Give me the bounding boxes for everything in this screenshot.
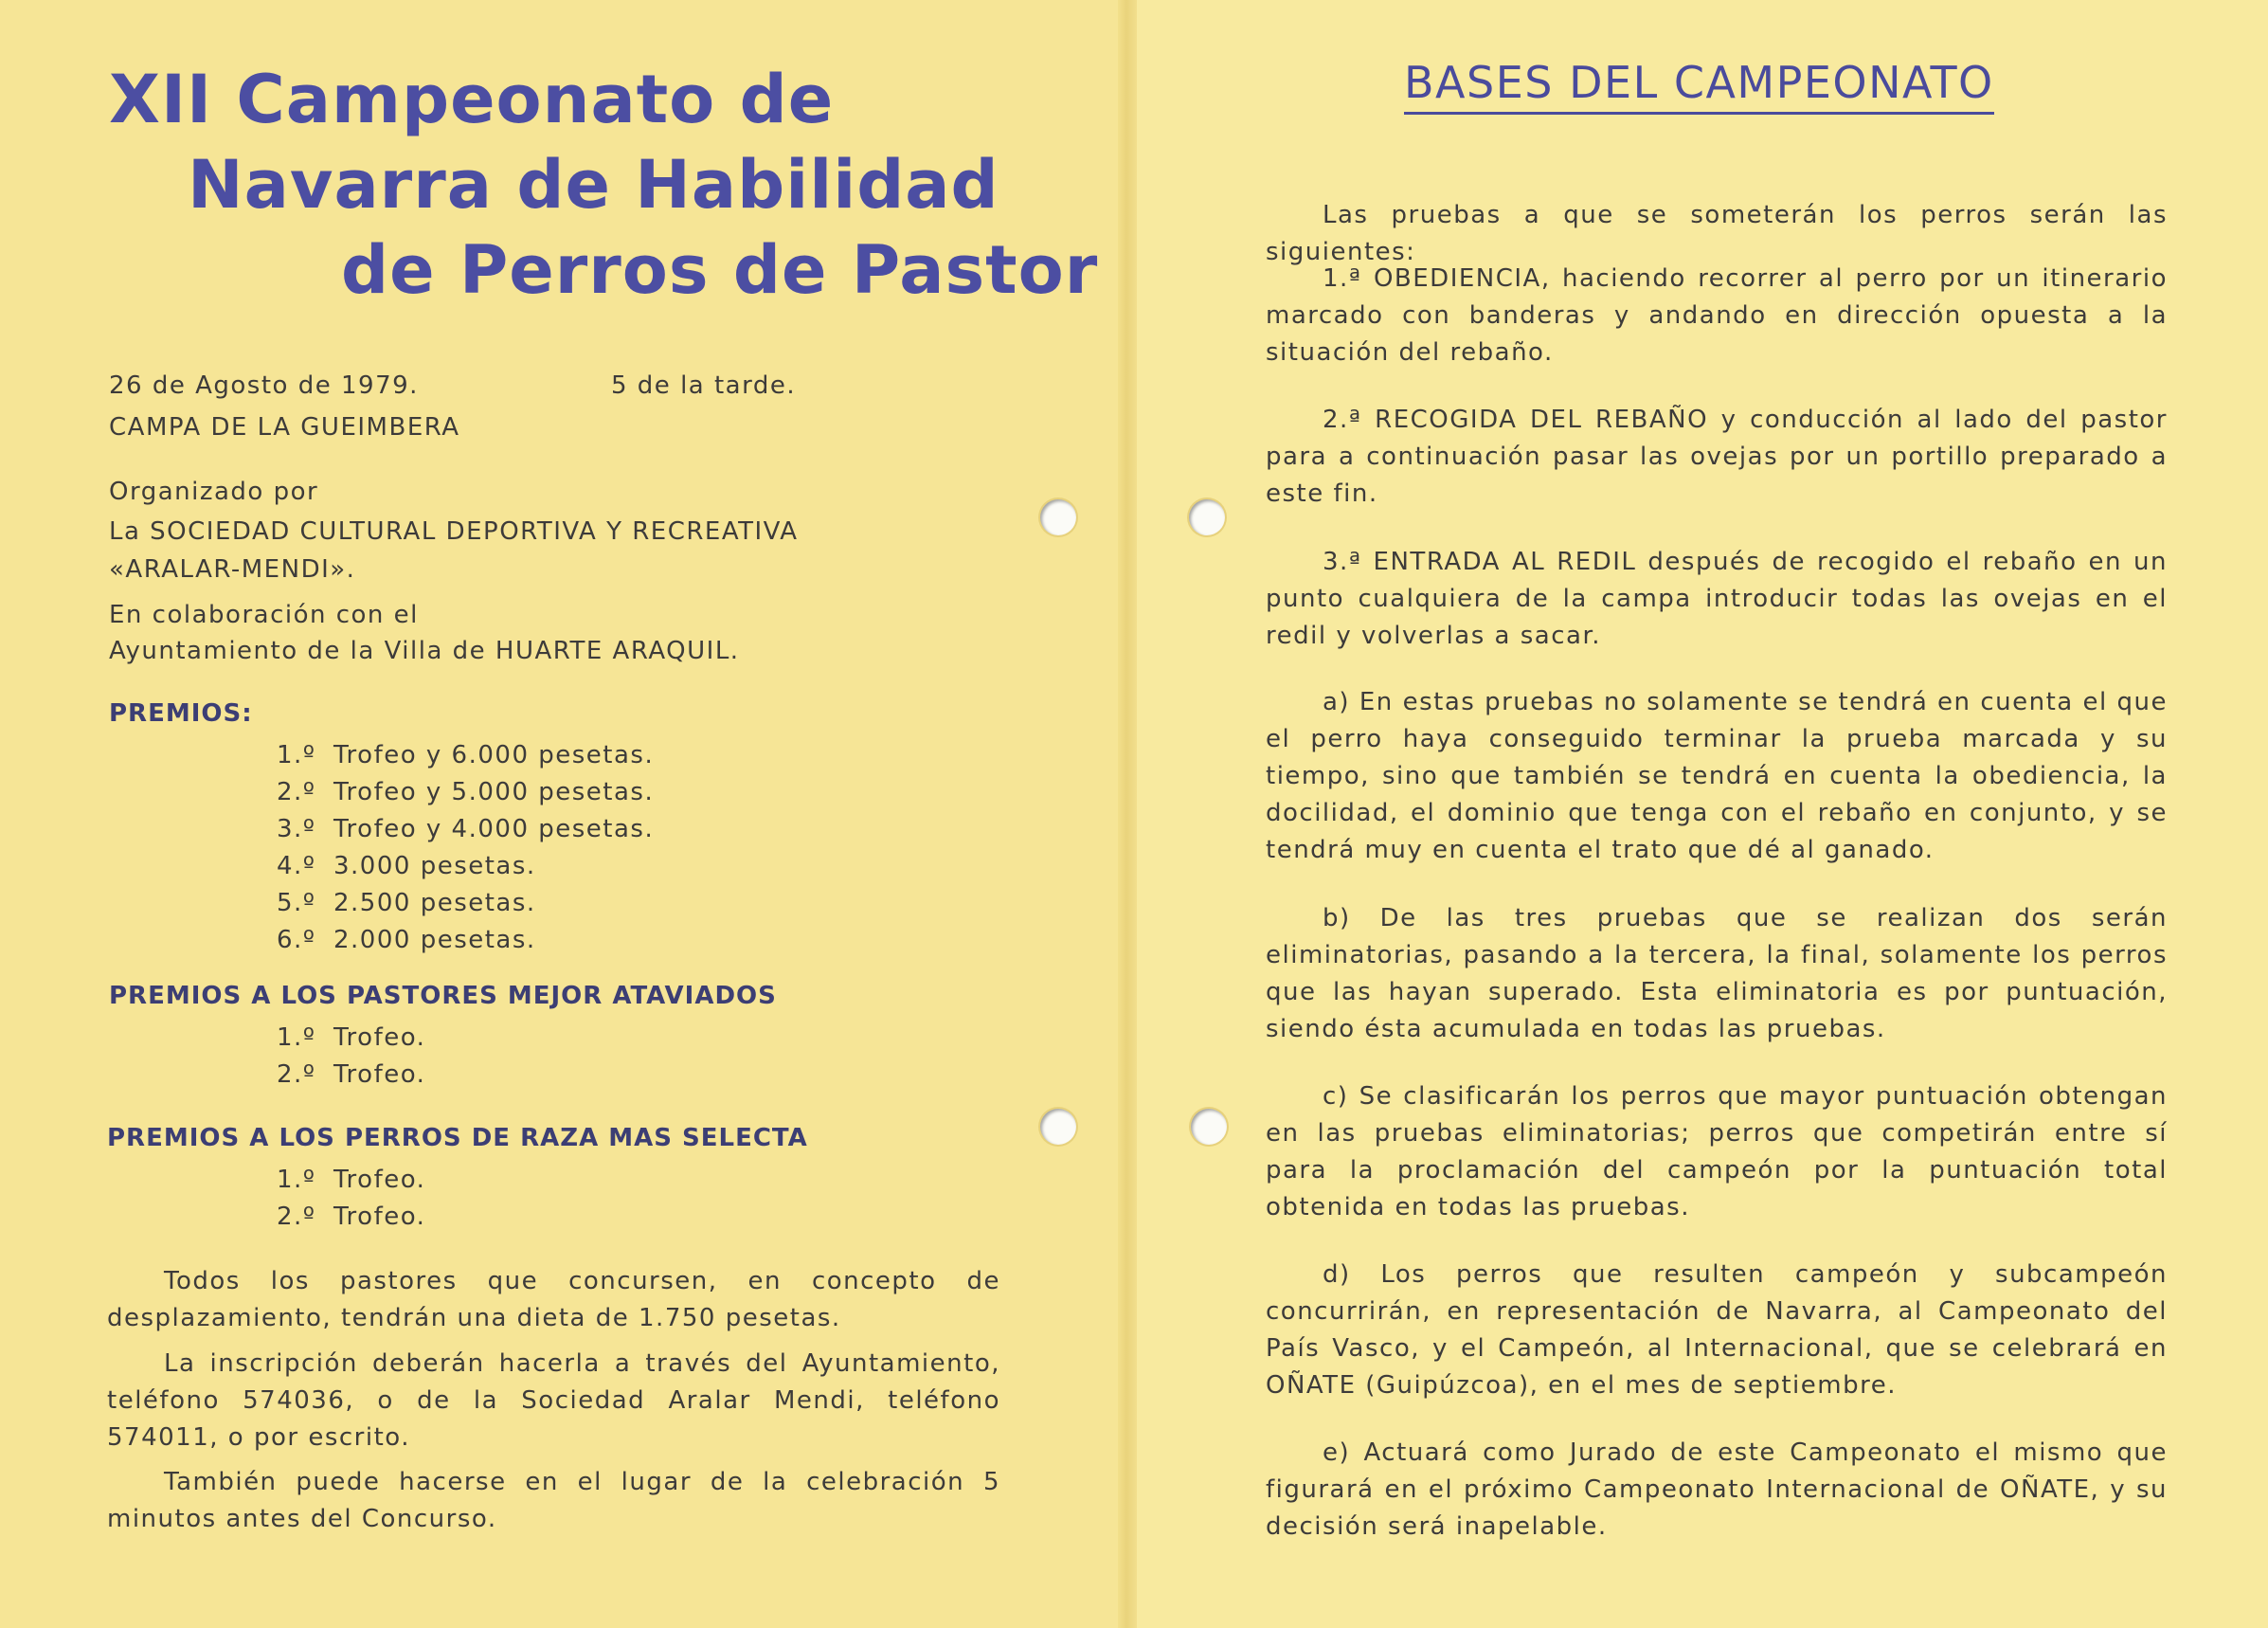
registration-paragraph: La inscripción deberán hacerla a través del Ayuntamiento, teléfono 574036, o de la Sociedad Aralar Mendi, teléfono 574011, o por escrito. xyxy=(107,1349,1000,1452)
event-place: CAMPA DE LA GUEIMBERA xyxy=(109,413,460,442)
shepherds-prizes-heading: PREMIOS A LOS PASTORES MEJOR ATAVIADOS xyxy=(109,982,777,1010)
dogs-prizes-heading: PREMIOS A LOS PERROS DE RAZA MAS SELECTA xyxy=(107,1124,808,1152)
organizer-line: «ARALAR-MENDI». xyxy=(109,555,356,584)
travel-allowance-paragraph: Todos los pastores que concursen, en concepto de desplazamiento, tendrán una dieta de 1.750 pesetas. xyxy=(107,1267,1000,1332)
prize-item: 6.º 2.000 pesetas. xyxy=(277,926,536,954)
rule-c: c) Se clasificarán los perros que mayor puntuación obtengan en las pruebas eliminatorias; perros que competirán entre sí para la proclamación del campeón por la puntuación total obtenida en todas las pruebas. xyxy=(1266,1082,2168,1221)
collab-line: Ayuntamiento de la Villa de HUARTE ARAQUIL. xyxy=(109,637,740,665)
shepherds-prizes-list xyxy=(277,1020,425,1094)
rule-d: d) Los perros que resulten campeón y subcampeón concurrirán, en representación de Navarra, al Campeonato del País Vasco, y el Campeón, al Internacional, que se celebrará en OÑATE (Guipúzcoa), en el mes de septiembre. xyxy=(1266,1260,2168,1400)
title-line: Navarra de Habilidad xyxy=(188,146,999,224)
bases-intro: Las pruebas a que se someterán los perros serán las siguientes: xyxy=(1266,201,2168,266)
prize-item: 2.º Trofeo. xyxy=(277,1203,426,1231)
prize-item: 1.º Trofeo y 6.000 pesetas. xyxy=(277,741,655,769)
dogs-prizes-list xyxy=(277,1162,425,1236)
test-penning: 3.ª ENTRADA AL REDIL después de recogido el rebaño en un punto cualquiera de la campa introducir todas las ovejas en el redil y volverlas a sacar. xyxy=(1266,548,2168,650)
prize-item: 1.º Trofeo. xyxy=(277,1023,426,1052)
rule-e: e) Actuará como Jurado de este Campeonato el mismo que figurará en el próximo Campeonato Internacional de OÑATE, y su decisión será inapelable. xyxy=(1266,1438,2168,1541)
punch-hole xyxy=(1040,499,1076,535)
event-time: 5 de la tarde. xyxy=(611,371,797,400)
prizes-list xyxy=(277,737,654,959)
test-obedience: 1.ª OBEDIENCIA, haciendo recorrer al perro por un itinerario marcado con banderas y andando en dirección opuesta a la situación del rebaño. xyxy=(1266,264,2168,367)
punch-hole xyxy=(1191,1109,1227,1145)
onsite-registration-paragraph: También puede hacerse en el lugar de la celebración 5 minutos antes del Concurso. xyxy=(107,1468,1000,1533)
prize-item: 3.º Trofeo y 4.000 pesetas. xyxy=(277,815,655,843)
title-line: XII Campeonato de xyxy=(109,61,835,138)
organized-label: Organizado por xyxy=(109,478,319,506)
event-date: 26 de Agosto de 1979. xyxy=(109,371,419,400)
prize-item: 2.º Trofeo y 5.000 pesetas. xyxy=(277,778,655,806)
organizer-line: La SOCIEDAD CULTURAL DEPORTIVA Y RECREATIVA xyxy=(109,517,799,546)
punch-hole xyxy=(1189,499,1225,535)
rule-a: a) En estas pruebas no solamente se tendrá en cuenta el que el perro haya conseguido terminar la prueba marcada y su tiempo, sino que también se tendrá en cuenta la obediencia, la docilidad, el dominio que tenga con el rebaño en conjunto, y se tendrá muy en cuenta el trato que dé al ganado. xyxy=(1266,688,2168,864)
document-title xyxy=(109,57,1098,313)
prize-item: 5.º 2.500 pesetas. xyxy=(277,889,536,917)
test-herding: 2.ª RECOGIDA DEL REBAÑO y conducción al lado del pastor para a continuación pasar las ovejas por un portillo preparado a este fin. xyxy=(1266,406,2168,508)
bases-heading: BASES DEL CAMPEONATO xyxy=(1404,57,1994,115)
punch-hole xyxy=(1040,1109,1076,1145)
prizes-heading: PREMIOS: xyxy=(109,699,253,728)
collab-line: En colaboración con el xyxy=(109,601,419,629)
rule-b: b) De las tres pruebas que se realizan dos serán eliminatorias, pasando a la tercera, la final, solamente los perros que las hayan superado. Esta eliminatoria es por puntuación, siendo ésta acumulada en todas las pruebas. xyxy=(1266,904,2168,1043)
center-fold xyxy=(1118,0,1137,1628)
prize-item: 2.º Trofeo. xyxy=(277,1060,426,1089)
prize-item: 4.º 3.000 pesetas. xyxy=(277,852,536,880)
prize-item: 1.º Trofeo. xyxy=(277,1166,426,1194)
title-line: de Perros de Pastor xyxy=(341,231,1099,309)
